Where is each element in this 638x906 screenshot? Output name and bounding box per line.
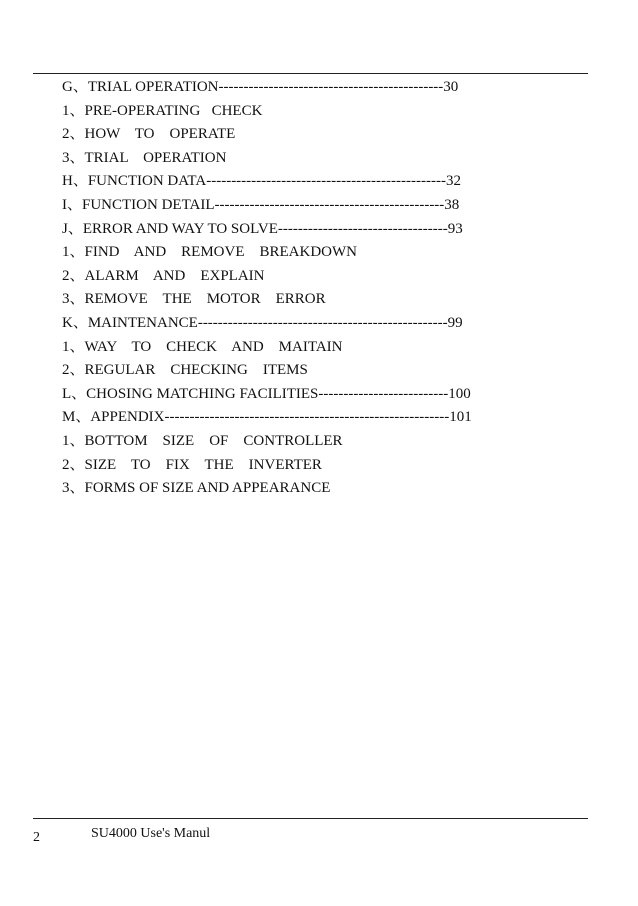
toc-entry: 3、REMOVE THE MOTOR ERROR [62, 291, 326, 308]
toc-entry: J、ERROR AND WAY TO SOLVE----------------------------------93 [62, 220, 463, 237]
footer-rule [33, 818, 588, 819]
toc-entry: 1、PRE-OPERATING CHECK [62, 102, 263, 119]
toc-entry: 2、SIZE TO FIX THE INVERTER [62, 456, 322, 473]
header-rule [33, 73, 588, 74]
toc-entry: K、MAINTENANCE--------------------------------------------------99 [62, 314, 463, 331]
toc-entry: 1、WAY TO CHECK AND MAITAIN [62, 338, 343, 355]
table-of-contents [62, 76, 472, 501]
footer-title: SU4000 Use's Manul [91, 826, 211, 841]
toc-entry: 2、REGULAR CHECKING ITEMS [62, 362, 308, 379]
toc-entry: 3、TRIAL OPERATION [62, 149, 227, 166]
toc-entry: G、TRIAL OPERATION---------------------------------------------30 [62, 79, 459, 95]
toc-entry: M、APPENDIX---------------------------------------------------------101 [62, 409, 472, 426]
toc-entry: 2、HOW TO OPERATE [62, 126, 236, 143]
toc-entry: L、CHOSING MATCHING FACILITIES--------------------------100 [62, 385, 471, 402]
page-number: 2 [33, 830, 40, 845]
toc-entry: H、FUNCTION DATA------------------------------------------------32 [62, 173, 461, 190]
toc-entry: 3、FORMS OF SIZE AND APPEARANCE [62, 480, 331, 497]
toc-entry: 2、ALARM AND EXPLAIN [62, 267, 265, 284]
toc-entry: 1、BOTTOM SIZE OF CONTROLLER [62, 432, 343, 449]
toc-entry: 1、FIND AND REMOVE BREAKDOWN [62, 244, 357, 261]
toc-entry: I、FUNCTION DETAIL----------------------------------------------38 [62, 196, 460, 213]
